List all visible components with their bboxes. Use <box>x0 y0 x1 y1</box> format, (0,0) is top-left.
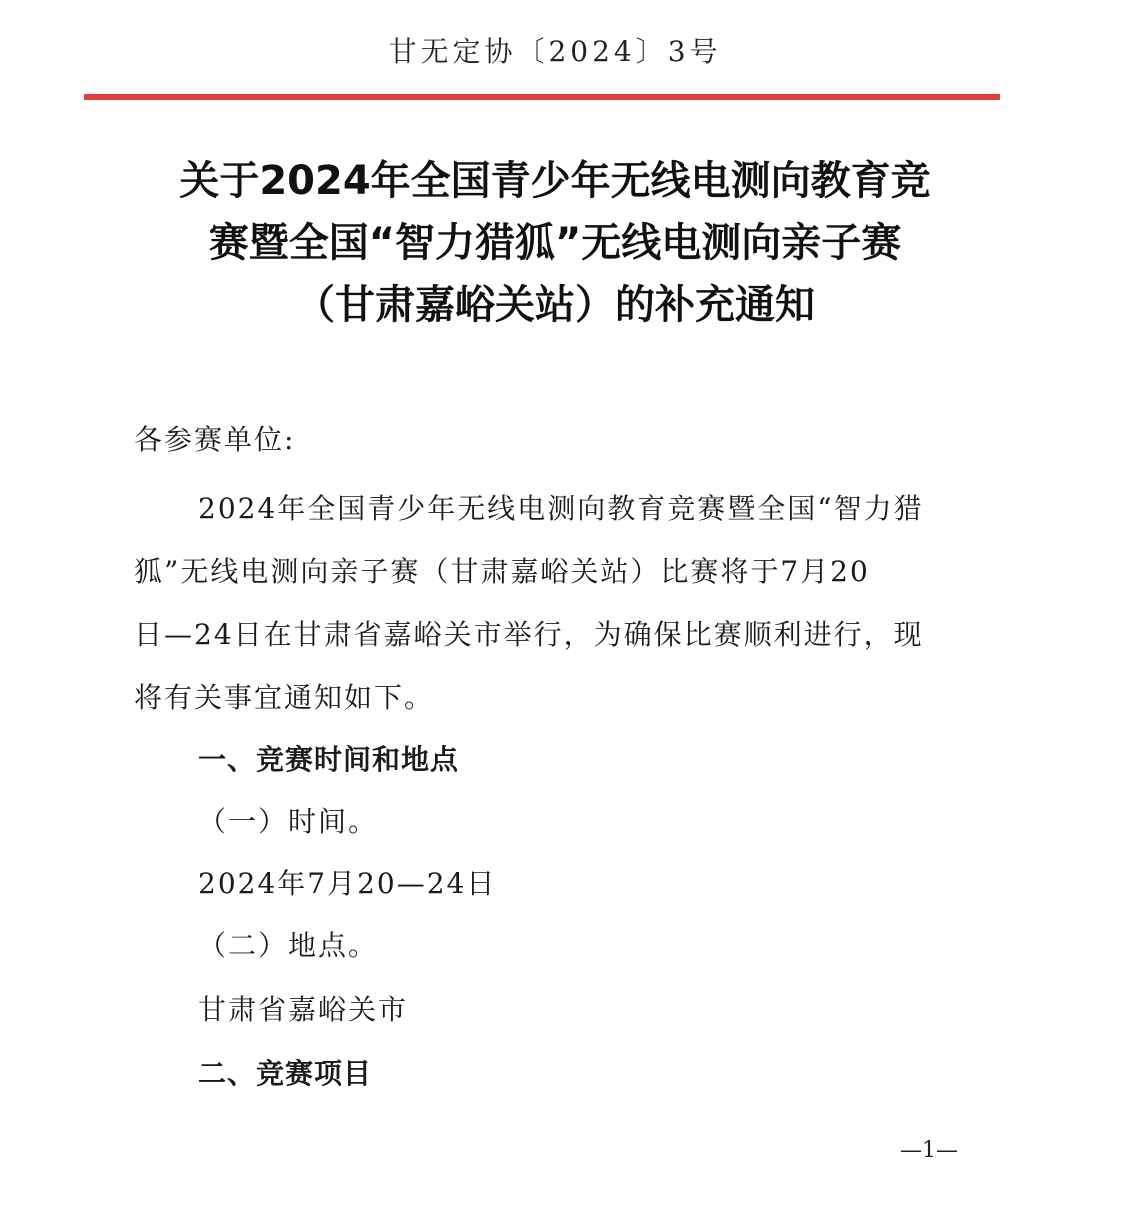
title-line-3: （甘肃嘉峪关站）的补充通知 <box>295 282 815 328</box>
body-line-4: 将有关事宜通知如下。 <box>134 681 435 714</box>
body-line-3: 日—24日在甘肃省嘉峪关市举行，为确保比赛顺利进行，现 <box>134 618 924 651</box>
body-line-1: 2024年全国青少年无线电测向教育竞赛暨全国“智力猎 <box>198 492 924 525</box>
page-number: —1— <box>900 1138 958 1163</box>
subsection-location-value: 甘肃省嘉峪关市 <box>198 993 409 1026</box>
section-heading-1: 一、竞赛时间和地点 <box>198 743 460 776</box>
title-line-2: 赛暨全国“智力猎狐”无线电测向亲子赛 <box>208 220 902 266</box>
subsection-time-label: （一）时间。 <box>198 805 379 838</box>
body-line-2: 狐”无线电测向亲子赛（甘肃嘉峪关站）比赛将于7月20 <box>134 555 870 588</box>
red-divider-line <box>84 94 1000 100</box>
salutation: 各参赛单位: <box>134 423 296 456</box>
body-paragraph <box>134 477 984 729</box>
subsection-time-value: 2024年7月20—24日 <box>198 867 497 900</box>
subsection-location-label: （二）地点。 <box>198 929 379 962</box>
title-line-1: 关于2024年全国青少年无线电测向教育竞 <box>179 158 931 204</box>
document-title <box>80 150 1030 336</box>
document-number: 甘无定协〔2024〕3号 <box>388 35 722 68</box>
section-heading-2: 二、竞赛项目 <box>198 1057 373 1090</box>
